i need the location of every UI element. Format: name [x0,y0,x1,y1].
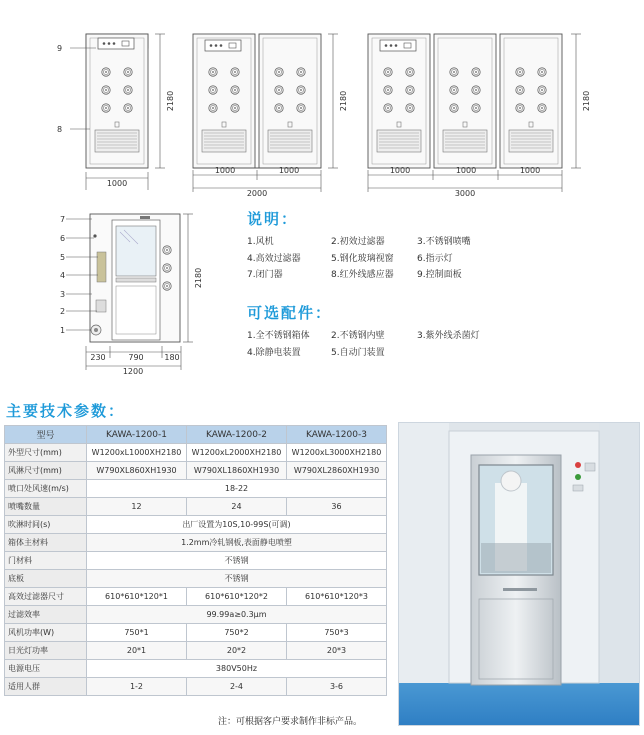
row-label: 喷口处风速(m/s) [5,480,87,498]
cell: 610*610*120*3 [287,588,387,606]
option-item: 3.紫外线杀菌灯 [417,331,480,341]
row-label: 喷嘴数量 [5,498,87,516]
callout-5: 5 [60,253,66,262]
cell: W790XL2860XH1930 [287,462,387,480]
drawing-single-unit [70,34,165,190]
table-row [5,624,387,642]
width-label-triple-1: 1000 [389,166,411,175]
callout-1: 1 [60,326,66,335]
merged-cell: 出厂设置为10S,10-99S(可调) [87,516,387,534]
cell: W1200xL2000XH2180 [187,444,287,462]
merged-cell: 不锈钢 [87,570,387,588]
callout-2: 2 [60,307,66,316]
callout-3: 3 [60,290,66,299]
callout-7: 7 [60,215,66,224]
merged-cell: 380V50Hz [87,660,387,678]
header-cell: KAWA-1200-3 [287,426,387,444]
merged-cell: 99.99a≥0.3μm [87,606,387,624]
header-cell: KAWA-1200-1 [87,426,187,444]
table-row [5,642,387,660]
row-label: 风淋尺寸(mm) [5,462,87,480]
spec-header-row [5,426,387,444]
table-row [5,498,387,516]
table-row [5,570,387,588]
description-title: 说明： [247,210,299,228]
option-item: 2.不锈钢内壁 [331,331,385,341]
table-row [5,462,387,480]
cell: W790XL860XH1930 [87,462,187,480]
cell: 3-6 [287,678,387,696]
cell: 20*1 [87,642,187,660]
row-label: 吹淋时间(s) [5,516,87,534]
description-item: 6.指示灯 [417,254,453,264]
description-item: 7.闭门器 [247,270,283,280]
table-row [5,516,387,534]
cell: 20*3 [287,642,387,660]
width-label-triple-total: 3000 [454,189,476,198]
cell: 24 [187,498,287,516]
row-label: 风机功率(W) [5,624,87,642]
description-item: 3.不锈钢喷嘴 [417,237,471,247]
cell: W1200xL3000XH2180 [287,444,387,462]
cell: 750*1 [87,624,187,642]
width-label-double-total: 2000 [246,189,268,198]
side-width-230: 230 [90,353,106,362]
width-label-double-2: 1000 [278,166,300,175]
table-row [5,552,387,570]
header-cell: KAWA-1200-2 [187,426,287,444]
table-row [5,480,387,498]
side-width-180: 180 [164,353,180,362]
cell: 750*3 [287,624,387,642]
height-label-triple: 2180 [582,90,591,112]
description-item: 4.高效过滤器 [247,254,301,264]
table-row [5,606,387,624]
table-row [5,660,387,678]
option-item: 1.全不锈钢箱体 [247,331,310,341]
width-label-double-1: 1000 [214,166,236,175]
description-item: 8.红外线感应器 [331,270,394,280]
row-label: 日光灯功率 [5,642,87,660]
description-item: 2.初效过滤器 [331,237,385,247]
table-row [5,534,387,552]
table-row [5,678,387,696]
row-label: 门材料 [5,552,87,570]
cell: 610*610*120*2 [187,588,287,606]
options-title: 可选配件： [247,304,333,322]
drawing-side-view [66,214,193,370]
cell: W790XL1860XH1930 [187,462,287,480]
description-item: 5.钢化玻璃视窗 [331,254,394,264]
row-label: 适用人群 [5,678,87,696]
side-width-total: 1200 [122,367,144,376]
merged-cell: 1.2mm冷轧钢板,表面静电喷塑 [87,534,387,552]
row-label: 过滤效率 [5,606,87,624]
width-label-single: 1000 [106,179,128,188]
header-cell: 型号 [5,426,87,444]
params-title: 主要技术参数： [6,402,126,420]
row-label: 外型尺寸(mm) [5,444,87,462]
cell: W1200xL1000XH2180 [87,444,187,462]
description-item: 9.控制面板 [417,270,462,280]
row-label: 箱体主材料 [5,534,87,552]
product-photo [398,422,640,726]
cell: 2-4 [187,678,287,696]
merged-cell: 不锈钢 [87,552,387,570]
spec-table [4,425,387,696]
option-item: 4.除静电装置 [247,348,301,358]
width-label-triple-2: 1000 [455,166,477,175]
row-label: 高效过滤器尺寸 [5,588,87,606]
merged-cell: 18-22 [87,480,387,498]
cell: 1-2 [87,678,187,696]
cell: 12 [87,498,187,516]
row-label: 电源电压 [5,660,87,678]
cell: 750*2 [187,624,287,642]
callout-6: 6 [60,234,66,243]
callout-8: 8 [57,125,63,134]
cell: 610*610*120*1 [87,588,187,606]
height-label-single: 2180 [166,90,175,112]
callout-9: 9 [57,44,63,53]
callout-4: 4 [60,271,66,280]
table-row [5,588,387,606]
footnote: 注：可根据客户要求制作非标产品。 [218,717,363,727]
description-item: 1.风机 [247,237,274,247]
height-label-double: 2180 [339,90,348,112]
cell: 36 [287,498,387,516]
option-item: 5.自动门装置 [331,348,385,358]
cell: 20*2 [187,642,287,660]
table-row [5,444,387,462]
width-label-triple-3: 1000 [519,166,541,175]
row-label: 底板 [5,570,87,588]
side-width-790: 790 [128,353,144,362]
side-height-label: 2180 [194,267,203,289]
